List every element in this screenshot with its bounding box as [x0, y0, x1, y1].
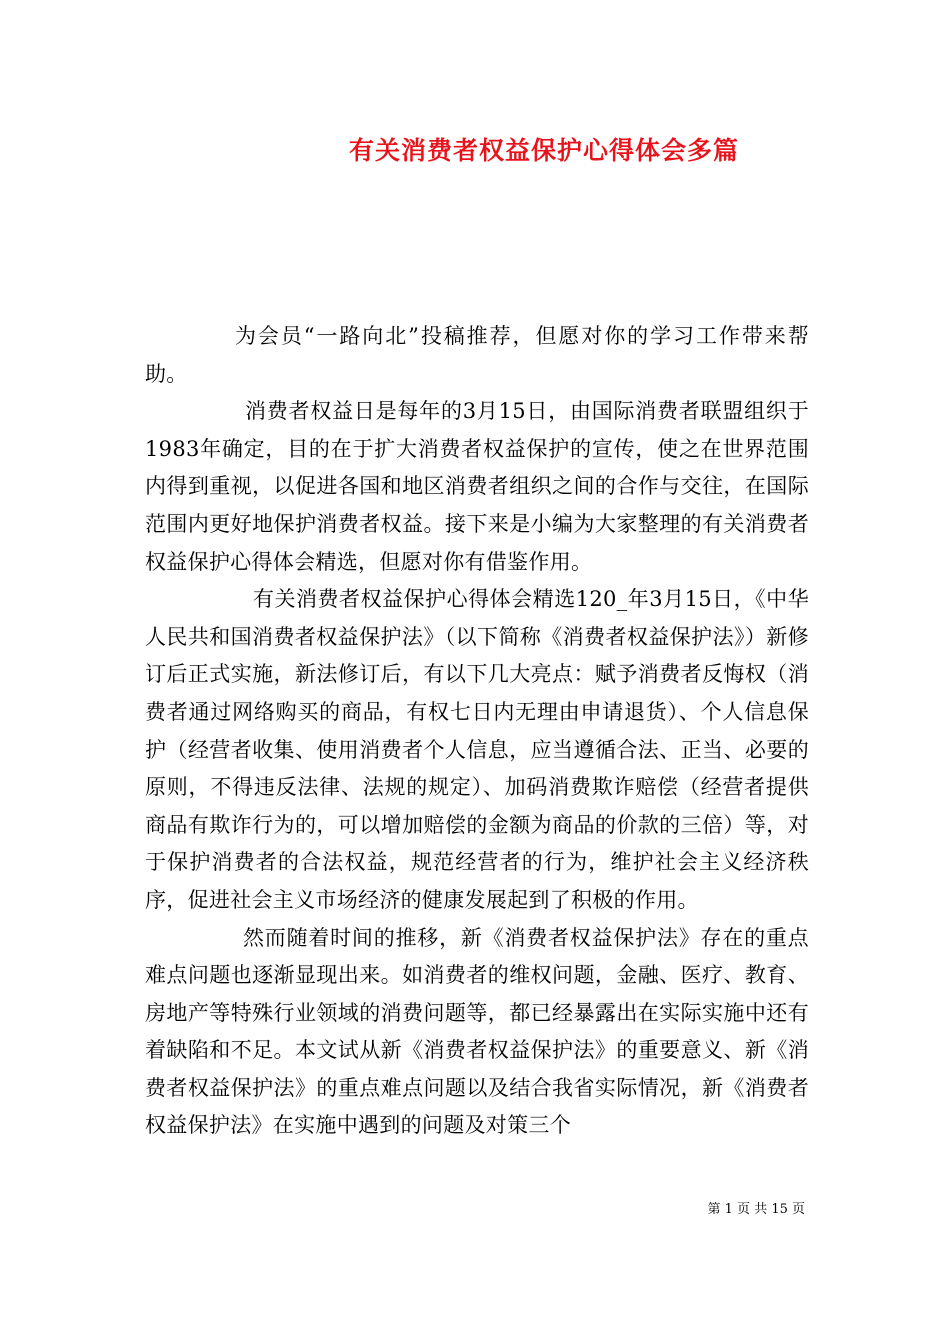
document-title: 有关消费者权益保护心得体会多篇: [348, 136, 739, 165]
paragraph-intro: 为会员“一路向北”投稿推荐，但愿对你的学习工作带来帮助。: [145, 324, 809, 386]
paragraph-issues: 然而随着时间的推移，新《消费者权益保护法》存在的重点难点问题也逐渐显现出来。如消费者的维权问题，金融、医疗、教育、房地产等特殊行业领域的消费问题等，都已经暴露出在实际实施中还有着缺陷和不足。本文试从新《消费者权益保护法》的重要意义、新《消费者权益保护法》的重点难点问题以及结合我省实际情况，新《消费者权益保护法》在实施中遇到的问题及对策三个: [145, 925, 809, 1138]
document-body: [145, 318, 809, 1145]
paragraph-consumer-day: 消费者权益日是每年的3月15日，由国际消费者联盟组织于1983年确定，目的在于扩大消费者权益保护的宣传，使之在世界范围内得到重视，以促进各国和地区消费者组织之间的合作与交往，在国际范围内更好地保护消费者权益。接下来是小编为大家整理的有关消费者权益保护心得体会精选，但愿对你有借鉴作用。: [145, 399, 809, 574]
paragraph-law-revision: 有关消费者权益保护心得体会精选120_年3月15日，《中华人民共和国消费者权益保护法》（以下简称《消费者权益保护法》）新修订后正式实施，新法修订后，有以下几大亮点：赋予消费者反悔权（消费者通过网络购买的商品，有权七日内无理由申请退货）、个人信息保护（经营者收集、使用消费者个人信息，应当遵循合法、正当、必要的原则，不得违反法律、法规的规定）、加码消费欺诈赔偿（经营者提供商品有欺诈行为的，可以增加赔偿的金额为商品的价款的三倍）等，对于保护消费者的合法权益，规范经营者的行为，维护社会主义经济秩序，促进社会主义市场经济的健康发展起到了积极的作用。: [145, 587, 809, 912]
page-number: 第 1 页 共 15 页: [707, 1202, 805, 1217]
